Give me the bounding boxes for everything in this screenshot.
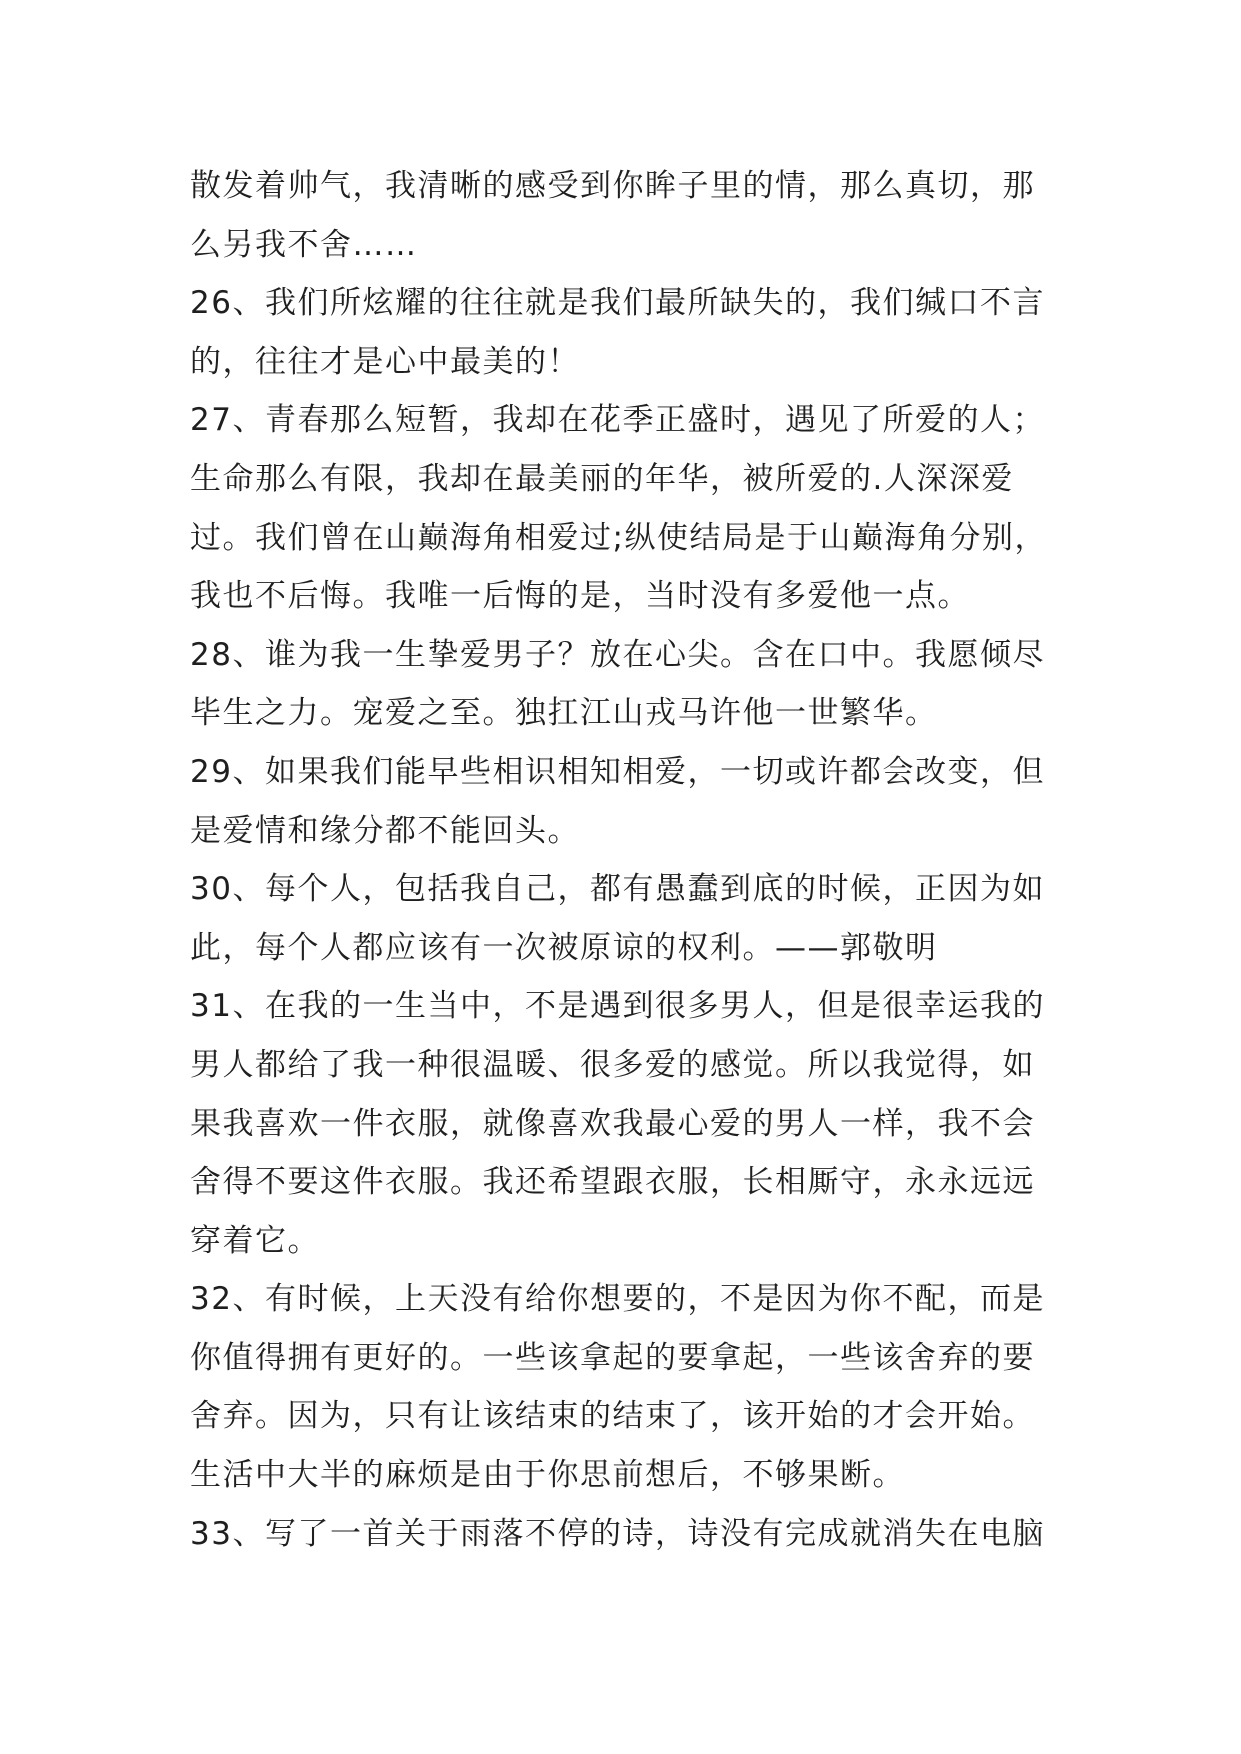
text-line: 28、谁为我一生挚爱男子？放在心尖。含在口中。我愿倾尽 (190, 636, 1045, 673)
document-body (190, 157, 1070, 1563)
text-line: 此，每个人都应该有一次被原谅的权利。——郭敬明 (190, 929, 938, 966)
text-line: 果我喜欢一件衣服，就像喜欢我最心爱的男人一样，我不会 (190, 1105, 1035, 1142)
text-line: 么另我不舍…… (190, 226, 418, 263)
text-line: 是爱情和缘分都不能回头。 (190, 812, 580, 849)
text-line: 的，往往才是心中最美的！ (190, 343, 580, 380)
text-line: 27、青春那么短暂，我却在花季正盛时，遇见了所爱的人； (190, 402, 1045, 439)
text-line: 生命那么有限，我却在最美丽的年华，被所爱的.人深深爱 (190, 460, 1014, 497)
text-line: 29、如果我们能早些相识相知相爱，一切或许都会改变，但 (190, 753, 1045, 790)
text-line: 26、我们所炫耀的往往就是我们最所缺失的，我们缄口不言 (190, 285, 1045, 322)
text-line: 过。我们曾在山巅海角相爱过;纵使结局是于山巅海角分别， (190, 519, 1047, 556)
text-line: 穿着它。 (190, 1222, 320, 1259)
text-line: 31、在我的一生当中，不是遇到很多男人，但是很幸运我的 (190, 988, 1045, 1025)
text-line: 散发着帅气，我清晰的感受到你眸子里的情，那么真切，那 (190, 168, 1035, 204)
text-line: 男人都给了我一种很温暖、很多爱的感觉。所以我觉得，如 (190, 1046, 1035, 1083)
text-line: 我也不后悔。我唯一后悔的是，当时没有多爱他一点。 (190, 578, 970, 615)
text-line: 生活中大半的麻烦是由于你思前想后，不够果断。 (190, 1457, 905, 1494)
text-line: 32、有时候，上天没有给你想要的，不是因为你不配，而是 (190, 1281, 1045, 1318)
text-line: 舍得不要这件衣服。我还希望跟衣服，长相厮守，永永远远 (190, 1164, 1035, 1201)
text-line: 你值得拥有更好的。一些该拿起的要拿起，一些该舍弃的要 (190, 1339, 1035, 1376)
text-line: 30、每个人，包括我自己，都有愚蠢到底的时候，正因为如 (190, 871, 1045, 908)
text-line: 33、写了一首关于雨落不停的诗，诗没有完成就消失在电脑 (190, 1515, 1045, 1552)
text-line: 毕生之力。宠爱之至。独扛江山戎马许他一世繁华。 (190, 695, 938, 732)
text-line: 舍弃。因为，只有让该结束的结束了，该开始的才会开始。 (190, 1398, 1035, 1435)
